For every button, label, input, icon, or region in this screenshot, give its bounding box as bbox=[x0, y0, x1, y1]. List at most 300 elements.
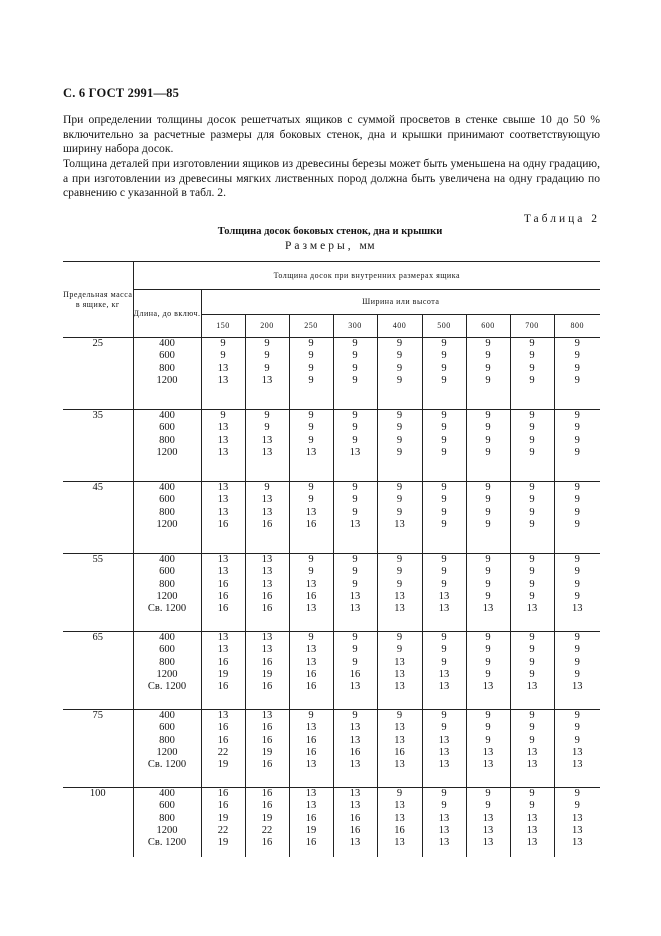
thickness-value: 9 bbox=[485, 350, 491, 362]
thickness-value: 13 bbox=[394, 812, 405, 824]
thickness-value: 9 bbox=[529, 734, 535, 746]
header-width-250: 250 bbox=[289, 315, 333, 338]
thickness-value: 19 bbox=[261, 812, 273, 824]
thickness-value: 9 bbox=[529, 788, 535, 799]
thickness-value: 16 bbox=[305, 590, 317, 602]
thickness-value: 13 bbox=[217, 446, 229, 458]
thickness-value: 9 bbox=[441, 554, 447, 565]
thickness-value: 13 bbox=[394, 518, 405, 530]
thickness-value: 9 bbox=[574, 374, 580, 386]
length-value: 1200 bbox=[156, 824, 178, 836]
thickness-value: 9 bbox=[264, 350, 270, 362]
thickness-value: 9 bbox=[574, 632, 580, 643]
thickness-value: 9 bbox=[220, 338, 226, 349]
thickness-column-250 bbox=[289, 410, 333, 482]
length-value: 1200 bbox=[156, 518, 178, 530]
thickness-column-500 bbox=[422, 632, 466, 710]
thickness-value: 13 bbox=[305, 656, 317, 668]
thickness-value: 9 bbox=[352, 632, 358, 643]
thickness-value: 9 bbox=[352, 494, 358, 506]
thickness-value: 9 bbox=[529, 800, 535, 812]
thickness-column-800 bbox=[554, 632, 600, 710]
thickness-value: 13 bbox=[261, 434, 273, 446]
thickness-value: 13 bbox=[394, 722, 405, 734]
thickness-value: 16 bbox=[349, 812, 361, 824]
thickness-column-200 bbox=[245, 632, 289, 710]
length-values bbox=[133, 410, 201, 482]
thickness-value: 9 bbox=[485, 482, 491, 493]
thickness-value: 9 bbox=[308, 434, 314, 446]
thickness-value: 19 bbox=[217, 837, 229, 849]
thickness-value: 9 bbox=[396, 446, 403, 458]
length-value: 400 bbox=[159, 410, 175, 421]
thickness-value: 9 bbox=[441, 722, 447, 734]
thickness-value: 16 bbox=[261, 590, 273, 602]
length-value: 800 bbox=[159, 812, 175, 824]
thickness-value: 16 bbox=[217, 722, 229, 734]
thickness-value: 9 bbox=[574, 494, 580, 506]
thickness-value: 16 bbox=[261, 800, 273, 812]
thickness-value: 16 bbox=[394, 824, 405, 836]
thickness-value: 9 bbox=[485, 800, 491, 812]
thickness-value: 9 bbox=[485, 668, 491, 680]
thickness-value: 13 bbox=[482, 746, 494, 758]
thickness-value: 16 bbox=[305, 668, 317, 680]
thickness-value: 16 bbox=[261, 722, 273, 734]
thickness-column-500 bbox=[422, 554, 466, 632]
length-values bbox=[133, 710, 201, 788]
thickness-value: 16 bbox=[349, 746, 361, 758]
thickness-value: 9 bbox=[396, 362, 403, 374]
length-value: 600 bbox=[159, 644, 175, 656]
table-row bbox=[63, 338, 600, 410]
thickness-value: 13 bbox=[217, 434, 229, 446]
thickness-column-600 bbox=[466, 338, 510, 410]
thickness-column-150 bbox=[201, 410, 245, 482]
thickness-value: 9 bbox=[308, 494, 314, 506]
thickness-value: 9 bbox=[574, 338, 580, 349]
thickness-value: 9 bbox=[396, 482, 403, 493]
thickness-value: 16 bbox=[305, 746, 317, 758]
thickness-value: 16 bbox=[394, 746, 405, 758]
thickness-value: 13 bbox=[349, 722, 361, 734]
thickness-value: 16 bbox=[217, 518, 229, 530]
thickness-value: 13 bbox=[394, 837, 405, 849]
thickness-value: 9 bbox=[441, 434, 447, 446]
thickness-column-600 bbox=[466, 788, 510, 857]
length-values bbox=[133, 632, 201, 710]
thickness-column-200 bbox=[245, 788, 289, 857]
thickness-column-150 bbox=[201, 554, 245, 632]
thickness-value: 9 bbox=[352, 644, 358, 656]
thickness-value: 13 bbox=[349, 800, 361, 812]
thickness-value: 16 bbox=[305, 812, 317, 824]
header-width-300: 300 bbox=[333, 315, 377, 338]
thickness-value: 9 bbox=[574, 566, 580, 578]
thickness-column-250 bbox=[289, 338, 333, 410]
thickness-column-700 bbox=[510, 710, 554, 788]
thickness-value: 13 bbox=[482, 681, 494, 693]
thickness-value: 9 bbox=[441, 656, 447, 668]
thickness-value: 13 bbox=[349, 788, 361, 799]
thickness-value: 16 bbox=[217, 603, 229, 615]
length-value: Св. 1200 bbox=[147, 681, 187, 693]
thickness-value: 16 bbox=[261, 759, 273, 771]
thickness-value: 9 bbox=[308, 422, 314, 434]
thickness-value: 13 bbox=[217, 362, 229, 374]
thickness-column-300 bbox=[333, 788, 377, 857]
thickness-value: 13 bbox=[394, 759, 405, 771]
thickness-value: 13 bbox=[394, 668, 405, 680]
header-width-150: 150 bbox=[201, 315, 245, 338]
thickness-value: 9 bbox=[308, 338, 314, 349]
thickness-value: 13 bbox=[394, 603, 405, 615]
thickness-value: 9 bbox=[352, 506, 358, 518]
thickness-value: 13 bbox=[217, 632, 229, 643]
thickness-value: 16 bbox=[305, 837, 317, 849]
thickness-value: 13 bbox=[217, 710, 229, 721]
thickness-value: 9 bbox=[485, 578, 491, 590]
thickness-value: 13 bbox=[217, 644, 229, 656]
thickness-value: 9 bbox=[574, 350, 580, 362]
thickness-value: 13 bbox=[482, 603, 494, 615]
thickness-value: 9 bbox=[485, 722, 491, 734]
header-width-400: 400 bbox=[377, 315, 422, 338]
thickness-value: 9 bbox=[352, 554, 358, 565]
paragraph-1: При определении толщины досок решетчатых ящиков с суммой просветов в стенке свыше 10 до 50 % включительно за расчетные размеры для боковых стенок, дна и крышки принимают соответствующую ширину набора досок. bbox=[63, 113, 600, 156]
thickness-value: 9 bbox=[574, 422, 580, 434]
thickness-value: 13 bbox=[305, 603, 317, 615]
thickness-column-500 bbox=[422, 338, 466, 410]
thickness-value: 9 bbox=[529, 350, 535, 362]
thickness-value: 13 bbox=[572, 837, 583, 849]
thickness-column-150 bbox=[201, 338, 245, 410]
thickness-column-500 bbox=[422, 710, 466, 788]
thickness-value: 9 bbox=[396, 494, 403, 506]
thickness-value: 13 bbox=[394, 800, 405, 812]
thickness-value: 13 bbox=[349, 518, 361, 530]
thickness-value: 13 bbox=[438, 681, 450, 693]
thickness-column-300 bbox=[333, 632, 377, 710]
thickness-value: 9 bbox=[485, 422, 491, 434]
thickness-value: 9 bbox=[308, 554, 314, 565]
thickness-value: 9 bbox=[396, 578, 403, 590]
thickness-value: 13 bbox=[261, 554, 273, 565]
thickness-column-800 bbox=[554, 482, 600, 554]
length-value: 400 bbox=[159, 710, 175, 721]
thickness-value: 13 bbox=[394, 590, 405, 602]
thickness-value: 13 bbox=[438, 590, 450, 602]
thickness-value: 9 bbox=[485, 374, 491, 386]
mass-value: 35 bbox=[63, 410, 133, 482]
thickness-value: 9 bbox=[529, 632, 535, 643]
thickness-value: 9 bbox=[485, 518, 491, 530]
thickness-column-250 bbox=[289, 710, 333, 788]
thickness-value: 9 bbox=[441, 800, 447, 812]
thickness-value: 9 bbox=[264, 482, 270, 493]
thickness-column-200 bbox=[245, 554, 289, 632]
thickness-value: 16 bbox=[261, 681, 273, 693]
thickness-column-300 bbox=[333, 710, 377, 788]
length-value: Св. 1200 bbox=[147, 759, 187, 771]
table-subtitle bbox=[130, 240, 530, 252]
thickness-value: 9 bbox=[529, 656, 535, 668]
length-value: 1200 bbox=[156, 590, 178, 602]
thickness-value: 9 bbox=[308, 482, 314, 493]
thickness-column-400 bbox=[377, 338, 422, 410]
thickness-value: 9 bbox=[574, 362, 580, 374]
thickness-column-600 bbox=[466, 554, 510, 632]
header-width-200: 200 bbox=[245, 315, 289, 338]
thickness-value: 9 bbox=[529, 434, 535, 446]
thickness-value: 9 bbox=[529, 644, 535, 656]
table-subtitle-text: Размеры, bbox=[284, 240, 354, 252]
thickness-value: 19 bbox=[305, 824, 317, 836]
thickness-value: 9 bbox=[441, 566, 447, 578]
thickness-value: 13 bbox=[526, 837, 538, 849]
thickness-value: 9 bbox=[485, 362, 491, 374]
thickness-value: 13 bbox=[217, 566, 229, 578]
thickness-value: 9 bbox=[352, 578, 358, 590]
thickness-value: 13 bbox=[217, 482, 229, 493]
thickness-value: 9 bbox=[396, 710, 403, 721]
thickness-value: 9 bbox=[529, 590, 535, 602]
thickness-value: 9 bbox=[485, 446, 491, 458]
table-title: Толщина досок боковых стенок, дна и крышки bbox=[217, 226, 443, 237]
length-value: 600 bbox=[159, 722, 175, 734]
thickness-value: 9 bbox=[529, 494, 535, 506]
thickness-value: 13 bbox=[438, 824, 450, 836]
thickness-value: 16 bbox=[349, 668, 361, 680]
thickness-value: 9 bbox=[441, 506, 447, 518]
thickness-column-250 bbox=[289, 632, 333, 710]
thickness-column-400 bbox=[377, 410, 422, 482]
thickness-column-600 bbox=[466, 710, 510, 788]
thickness-column-250 bbox=[289, 554, 333, 632]
thickness-value: 9 bbox=[574, 518, 580, 530]
thickness-value: 13 bbox=[305, 644, 317, 656]
thickness-value: 16 bbox=[261, 656, 273, 668]
length-value: 400 bbox=[159, 632, 175, 643]
thickness-column-200 bbox=[245, 710, 289, 788]
thickness-value: 9 bbox=[574, 434, 580, 446]
thickness-value: 13 bbox=[526, 759, 538, 771]
thickness-value: 9 bbox=[574, 668, 580, 680]
thickness-value: 22 bbox=[217, 746, 229, 758]
length-value: 800 bbox=[159, 656, 175, 668]
mass-value: 100 bbox=[63, 788, 133, 857]
thickness-value: 9 bbox=[529, 566, 535, 578]
paragraph-2: Толщина деталей при изготовлении ящиков из древесины березы может быть уменьшена на одну градацию, а при изготовлении из древесины мягких лиственных пород должна быть увеличена на одну градацию по сравнению с указанной в табл. 2. bbox=[63, 157, 600, 200]
thickness-column-250 bbox=[289, 788, 333, 857]
thickness-value: 16 bbox=[305, 518, 317, 530]
thickness-value: 16 bbox=[349, 824, 361, 836]
table-row bbox=[63, 482, 600, 554]
length-value: 400 bbox=[159, 482, 175, 493]
thickness-value: 13 bbox=[261, 710, 273, 721]
thickness-value: 9 bbox=[441, 410, 447, 421]
thickness-value: 9 bbox=[441, 632, 447, 643]
thickness-value: 9 bbox=[529, 482, 535, 493]
thickness-value: 9 bbox=[220, 410, 226, 421]
thickness-value: 13 bbox=[482, 824, 494, 836]
thickness-value: 13 bbox=[349, 603, 361, 615]
mass-value: 75 bbox=[63, 710, 133, 788]
thickness-column-200 bbox=[245, 482, 289, 554]
mass-value: 45 bbox=[63, 482, 133, 554]
length-value: 400 bbox=[159, 338, 175, 349]
thickness-value: 16 bbox=[305, 681, 317, 693]
thickness-value: 9 bbox=[485, 554, 491, 565]
thickness-column-300 bbox=[333, 554, 377, 632]
thickness-value: 9 bbox=[264, 362, 270, 374]
thickness-value: 13 bbox=[217, 374, 229, 386]
length-value: 800 bbox=[159, 434, 175, 446]
table-row bbox=[63, 788, 600, 857]
thickness-value: 16 bbox=[217, 800, 229, 812]
thickness-value: 13 bbox=[394, 681, 405, 693]
header-length: Длина, до включ. bbox=[133, 290, 201, 338]
thickness-value: 9 bbox=[574, 710, 580, 721]
thickness-column-500 bbox=[422, 788, 466, 857]
thickness-value: 13 bbox=[482, 759, 494, 771]
thickness-value: 9 bbox=[529, 374, 535, 386]
length-value: 1200 bbox=[156, 668, 178, 680]
thickness-column-700 bbox=[510, 788, 554, 857]
length-value: 1200 bbox=[156, 374, 178, 386]
header-width-500: 500 bbox=[422, 315, 466, 338]
thickness-value: 13 bbox=[438, 812, 450, 824]
length-value: 600 bbox=[159, 350, 175, 362]
thickness-value: 16 bbox=[261, 734, 273, 746]
thickness-value: 16 bbox=[217, 656, 229, 668]
thickness-column-250 bbox=[289, 482, 333, 554]
thickness-value: 9 bbox=[308, 632, 314, 643]
thickness-value: 9 bbox=[441, 644, 447, 656]
length-value: 600 bbox=[159, 800, 175, 812]
thickness-value: 9 bbox=[352, 434, 358, 446]
header-width-700: 700 bbox=[510, 315, 554, 338]
thickness-value: 13 bbox=[572, 824, 583, 836]
thickness-value: 13 bbox=[305, 800, 317, 812]
thickness-value: 13 bbox=[438, 746, 450, 758]
mass-value: 55 bbox=[63, 554, 133, 632]
thickness-value: 9 bbox=[264, 338, 270, 349]
thickness-value: 9 bbox=[485, 734, 491, 746]
thickness-value: 9 bbox=[441, 374, 447, 386]
thickness-value: 9 bbox=[396, 350, 403, 362]
thickness-value: 9 bbox=[396, 788, 403, 799]
thickness-value: 16 bbox=[217, 590, 229, 602]
length-value: 800 bbox=[159, 578, 175, 590]
thickness-value: 9 bbox=[529, 578, 535, 590]
thickness-value: 9 bbox=[352, 374, 358, 386]
thickness-column-400 bbox=[377, 710, 422, 788]
thickness-value: 13 bbox=[482, 812, 494, 824]
thickness-value: 9 bbox=[352, 422, 358, 434]
header-thickness: Толщина досок при внутренних размерах ящика bbox=[133, 262, 600, 290]
length-value: 800 bbox=[159, 506, 175, 518]
thickness-value: 16 bbox=[261, 518, 273, 530]
thickness-value: 9 bbox=[441, 362, 447, 374]
thickness-value: 9 bbox=[529, 668, 535, 680]
length-values bbox=[133, 482, 201, 554]
thickness-value: 9 bbox=[396, 410, 403, 421]
thickness-column-800 bbox=[554, 710, 600, 788]
thickness-value: 9 bbox=[485, 338, 491, 349]
thickness-value: 9 bbox=[574, 578, 580, 590]
header-width: Ширина или высота bbox=[201, 290, 600, 315]
thickness-column-600 bbox=[466, 482, 510, 554]
thickness-value: 9 bbox=[485, 494, 491, 506]
thickness-value: 13 bbox=[261, 506, 273, 518]
thickness-value: 13 bbox=[526, 681, 538, 693]
thickness-value: 9 bbox=[574, 734, 580, 746]
thickness-value: 13 bbox=[438, 759, 450, 771]
thickness-column-400 bbox=[377, 632, 422, 710]
table-unit: мм bbox=[359, 240, 376, 252]
length-value: 800 bbox=[159, 734, 175, 746]
table-row bbox=[63, 410, 600, 482]
thickness-value: 19 bbox=[217, 668, 229, 680]
thickness-value: 9 bbox=[485, 506, 491, 518]
thickness-value: 9 bbox=[352, 362, 358, 374]
thickness-value: 9 bbox=[396, 422, 403, 434]
thickness-column-200 bbox=[245, 338, 289, 410]
thickness-value: 9 bbox=[441, 338, 447, 349]
mass-value: 65 bbox=[63, 632, 133, 710]
thickness-value: 13 bbox=[349, 837, 361, 849]
thickness-value: 13 bbox=[217, 422, 229, 434]
thickness-value: 9 bbox=[308, 710, 314, 721]
thickness-value: 13 bbox=[305, 788, 317, 799]
thickness-value: 9 bbox=[574, 506, 580, 518]
thickness-value: 9 bbox=[396, 338, 403, 349]
thickness-value: 13 bbox=[438, 837, 450, 849]
thickness-column-300 bbox=[333, 482, 377, 554]
thickness-value: 9 bbox=[529, 410, 535, 421]
thickness-value: 13 bbox=[438, 734, 450, 746]
table-row bbox=[63, 554, 600, 632]
thickness-value: 13 bbox=[438, 603, 450, 615]
thickness-value: 9 bbox=[308, 566, 314, 578]
thickness-value: 13 bbox=[349, 734, 361, 746]
thickness-value: 9 bbox=[308, 410, 314, 421]
table-row bbox=[63, 632, 600, 710]
length-value: 1200 bbox=[156, 446, 178, 458]
thickness-value: 9 bbox=[574, 788, 580, 799]
thickness-value: 16 bbox=[217, 578, 229, 590]
thickness-value: 9 bbox=[574, 554, 580, 565]
thickness-value: 16 bbox=[217, 788, 229, 799]
thickness-value: 9 bbox=[441, 710, 447, 721]
length-value: 1200 bbox=[156, 746, 178, 758]
thickness-value: 9 bbox=[352, 338, 358, 349]
thickness-column-400 bbox=[377, 788, 422, 857]
length-value: Св. 1200 bbox=[147, 603, 187, 615]
thickness-value: 9 bbox=[396, 506, 403, 518]
thickness-value: 9 bbox=[264, 422, 270, 434]
thickness-value: 9 bbox=[529, 446, 535, 458]
thickness-value: 13 bbox=[261, 494, 273, 506]
thickness-value: 9 bbox=[441, 350, 447, 362]
thickness-value: 16 bbox=[217, 681, 229, 693]
mass-value: 25 bbox=[63, 338, 133, 410]
thickness-value: 13 bbox=[438, 668, 450, 680]
thickness-value: 9 bbox=[396, 644, 403, 656]
thickness-value: 13 bbox=[349, 759, 361, 771]
thickness-value: 13 bbox=[394, 656, 405, 668]
